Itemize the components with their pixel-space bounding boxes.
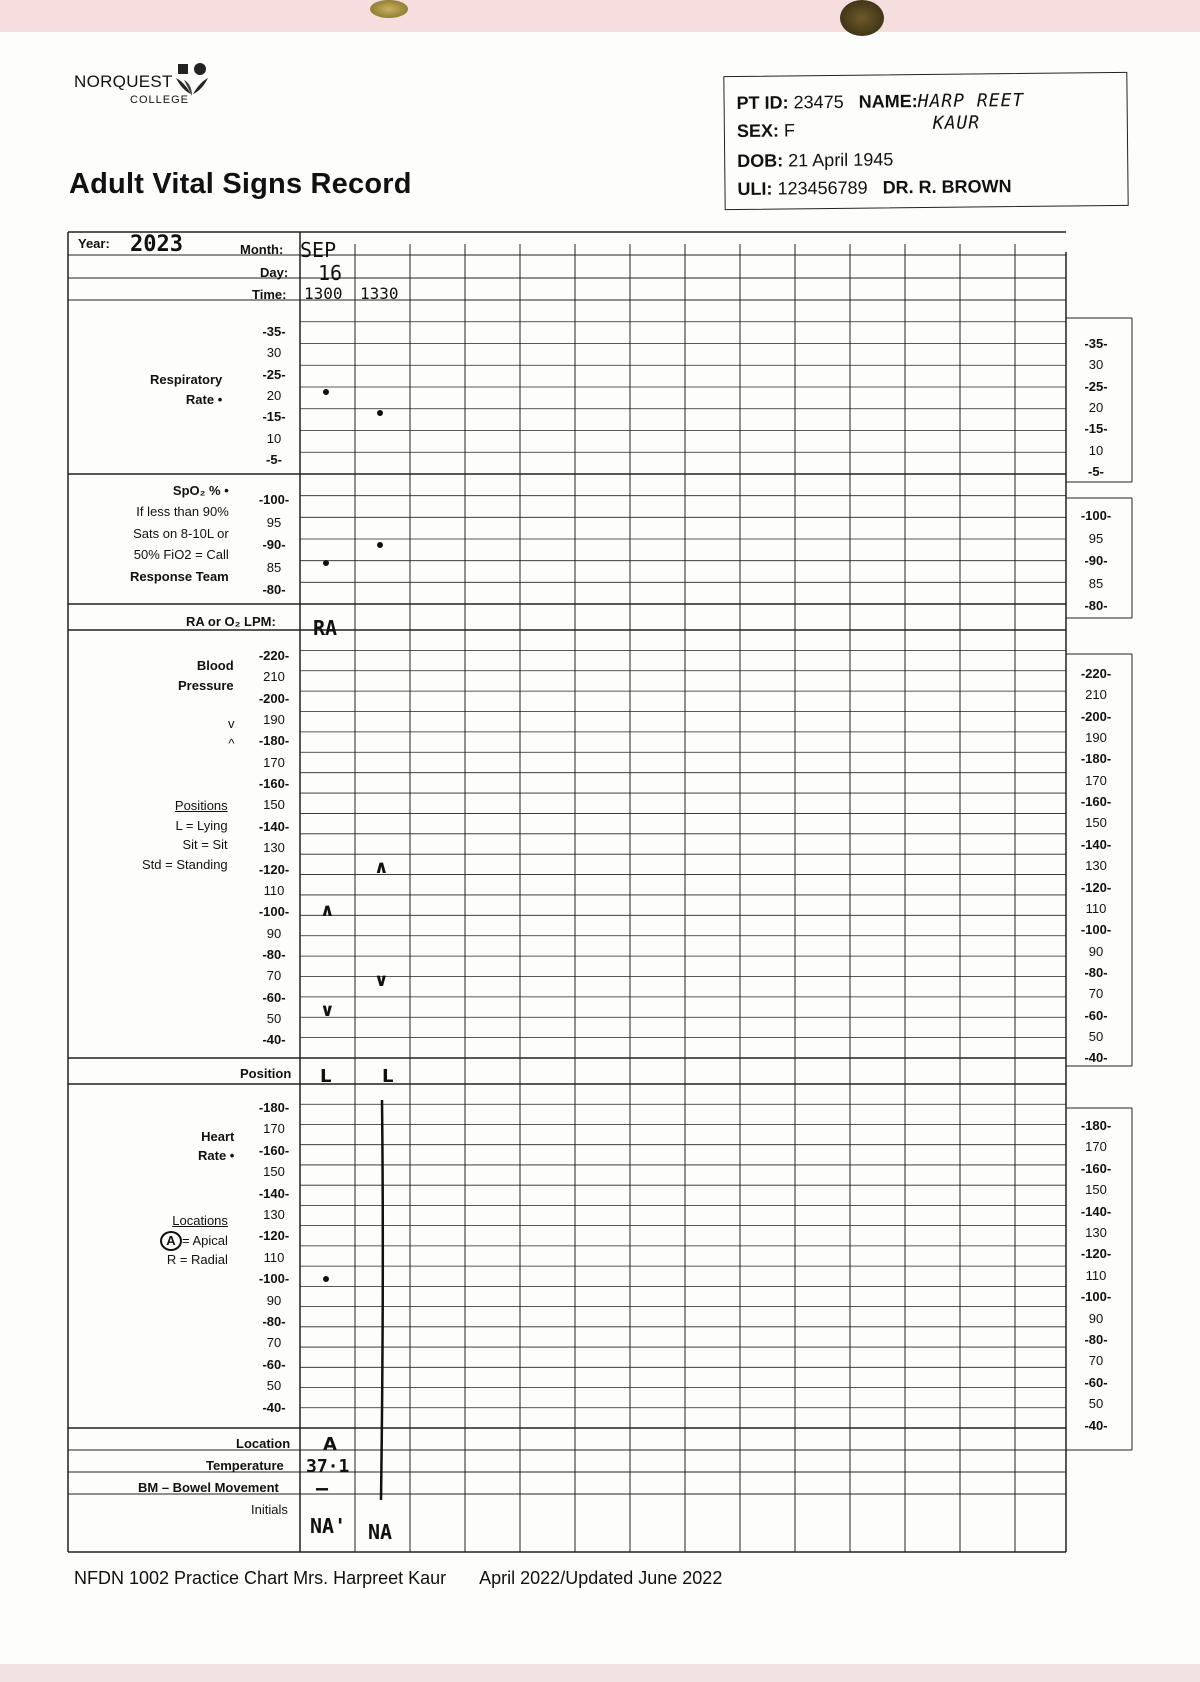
scale-tick-label: 85 (266, 559, 282, 575)
scale-tick-label: -120- (258, 861, 290, 877)
temperature-label: Temperature (206, 1458, 284, 1473)
scale-tick-label: -15- (1084, 421, 1108, 437)
month-value: SEP (300, 238, 337, 262)
scale-tick-label: -40- (1084, 1050, 1108, 1066)
scale-tick-label: 170 (1085, 772, 1107, 788)
year-value: 2023 (130, 232, 183, 257)
scale-tick-label: 150 (263, 1164, 285, 1180)
scale-tick-label: 70 (1088, 986, 1104, 1002)
spo2-label-line3: Sats on 8-10L or (133, 525, 229, 541)
scale-tick-label: -35- (262, 324, 286, 339)
year-label: Year: (78, 236, 110, 251)
spo2-reading-dot (377, 542, 383, 548)
bp-diastolic-symbol: v (228, 716, 235, 731)
month-label: Month: (240, 242, 284, 257)
scale-tick-label: -40- (262, 1032, 286, 1048)
scale-tick-label: 130 (263, 1207, 285, 1222)
scale-tick-label: -90- (262, 537, 286, 552)
resp-label (150, 370, 222, 409)
scale-tick-label: 150 (1085, 815, 1107, 831)
scale-tick-label: -25- (1084, 378, 1108, 394)
scale-tick-label: 70 (266, 968, 282, 984)
pt-id-value: 23475 (793, 91, 844, 113)
scale-tick-label: 90 (266, 1292, 282, 1308)
scale-tick-label: -180- (1080, 1118, 1112, 1133)
oxygen-label: RA or O₂ LPM: (186, 614, 276, 629)
bp-label-line1: Blood (196, 658, 234, 673)
position-label: Position (240, 1066, 292, 1081)
scale-tick-label: -220- (258, 648, 290, 663)
scale-tick-label: 30 (266, 345, 282, 361)
heart-label (198, 1128, 234, 1166)
bp-label-line2: Pressure (178, 677, 234, 693)
scale-tick-label: 110 (263, 882, 285, 898)
footer-right: April 2022/Updated June 2022 (479, 1568, 723, 1588)
scale-tick-label: -200- (1080, 708, 1112, 724)
bp-diastolic-mark: ∨ (320, 1000, 335, 1022)
scale-tick-label: -100- (1080, 1289, 1112, 1305)
bp-systolic-mark: ∧ (320, 900, 335, 921)
scale-tick-label: 190 (263, 712, 285, 728)
positions-heading: Positions (174, 798, 228, 813)
scale-tick-label: -60- (262, 1356, 286, 1372)
spo2-reading-dot (323, 560, 329, 566)
resp-label-line2: Rate • (185, 391, 223, 407)
initials-entry-1: NA' (310, 1514, 347, 1538)
scale-tick-label: -140- (258, 1185, 290, 1201)
scale-tick-label: 70 (266, 1335, 282, 1351)
scale-tick-label: 130 (1085, 1225, 1107, 1240)
scale-tick-label: -60- (1084, 1374, 1108, 1390)
scale-tick-label: -35- (1084, 336, 1108, 351)
scale-tick-label: -180- (1080, 751, 1112, 767)
scale-tick-label: -160- (258, 1142, 290, 1158)
scale-tick-label: 190 (1085, 730, 1107, 746)
scale-tick-label: -120- (1080, 879, 1112, 895)
page-title: Adult Vital Signs Record (69, 168, 412, 200)
scale-tick-label: -80- (262, 1314, 286, 1329)
scale-tick-label: -160- (1080, 794, 1112, 810)
scale-tick-label: -60- (262, 989, 286, 1005)
scale-tick-label: 20 (266, 387, 282, 403)
position-entry-1: L (320, 1066, 332, 1087)
positions-sit: Sit = Sit (182, 837, 228, 852)
scale-tick-label: -80- (1084, 598, 1108, 613)
locations-apical: = Apical (182, 1232, 228, 1248)
position-entry-2: L (382, 1066, 394, 1087)
pt-dob-value: 21 April 1945 (788, 149, 894, 171)
positions-standing: Std = Standing (142, 856, 228, 872)
scale-tick-label: -100- (258, 904, 290, 920)
footer-left: NFDN 1002 Practice Chart Mrs. Harpreet Kaur (74, 1568, 447, 1588)
scale-tick-label: 95 (1088, 530, 1104, 546)
scale-tick-label: 90 (1088, 943, 1104, 959)
pt-doctor: DR. R. BROWN (882, 176, 1012, 198)
scale-tick-label: 110 (263, 1249, 285, 1265)
scale-tick-label: 150 (263, 797, 285, 813)
scale-tick-label: -140- (1080, 1203, 1112, 1219)
scale-tick-label: -140- (258, 818, 290, 834)
locations-radial: R = Radial (166, 1251, 228, 1267)
scale-tick-label: 130 (1085, 858, 1107, 874)
scale-tick-label: -80- (262, 946, 286, 962)
pt-sex-value: F (783, 120, 796, 141)
scale-tick-label: 170 (263, 754, 285, 770)
pt-id-label: PT ID: (736, 92, 789, 113)
scale-tick-label: -25- (262, 366, 286, 382)
scale-tick-label: -120- (258, 1228, 290, 1244)
handdrawn-vertical-line (381, 1100, 383, 1500)
scale-tick-label: 110 (1085, 900, 1107, 916)
scale-tick-label: -80- (1084, 1332, 1108, 1347)
spo2-label-line5: Response Team (130, 568, 229, 584)
scale-tick-label: 50 (266, 1010, 282, 1026)
scale-tick-label: -90- (1084, 553, 1108, 568)
scale-tick-label: 85 (1088, 575, 1104, 591)
pt-uli-value: 123456789 (777, 177, 868, 199)
bp-systolic-mark: ∧ (374, 857, 389, 879)
scale-tick-label: 90 (266, 925, 282, 941)
scale-tick-label: 170 (263, 1121, 285, 1137)
apical-circled: A (160, 1231, 182, 1251)
positions-lying: L = Lying (175, 817, 228, 833)
scale-tick-label: -60- (1084, 1007, 1108, 1023)
scale-tick-label: 150 (1085, 1182, 1107, 1198)
pt-name-first: HARP REET (917, 89, 1025, 113)
scale-tick-label: -140- (1080, 836, 1112, 852)
scale-tick-label: -40- (262, 1399, 286, 1415)
bp-positions (142, 796, 228, 874)
day-label: Day: (260, 265, 289, 280)
scale-tick-label: 70 (1088, 1353, 1104, 1369)
scale-tick-label: 30 (1088, 357, 1104, 373)
scale-tick-label: -5- (1088, 463, 1104, 479)
time-label: Time: (252, 287, 287, 302)
scale-tick-label: 50 (1088, 1396, 1104, 1412)
scale-tick-label: -80- (1084, 964, 1108, 980)
scale-tick-label: 130 (263, 840, 285, 856)
scale-tick-label: -200- (258, 690, 290, 706)
heart-locations (160, 1212, 228, 1270)
location-label: Location (236, 1436, 291, 1451)
scale-tick-label: -180- (258, 733, 290, 749)
scale-tick-label: 210 (263, 669, 285, 685)
locations-heading: Locations (172, 1213, 228, 1228)
scale-tick-label: -160- (258, 776, 290, 792)
scale-tick-label: -160- (1080, 1160, 1112, 1176)
scale-tick-label: -5- (266, 451, 282, 467)
bp-diastolic-mark: ∨ (374, 970, 389, 992)
pt-name-last: KAUR (932, 112, 981, 134)
scale-tick-label: -15- (262, 409, 286, 425)
location-entry: A (323, 1434, 337, 1455)
bm-entry: — (316, 1476, 329, 1500)
heart-label-line1: Heart (201, 1129, 235, 1144)
scale-tick-label: 90 (1088, 1310, 1104, 1326)
scale-tick-label: 110 (1085, 1267, 1107, 1283)
initials-label: Initials (251, 1502, 288, 1517)
spo2-label (130, 480, 229, 587)
bm-label: BM – Bowel Movement (138, 1480, 279, 1495)
pt-name-label: NAME: (858, 91, 918, 112)
scale-tick-label: 210 (1085, 687, 1107, 703)
scale-tick-label: 10 (266, 430, 282, 446)
scale-tick-label: 170 (1085, 1139, 1107, 1155)
scale-tick-label: -120- (1080, 1246, 1112, 1262)
bp-systolic-symbol: ^ (228, 736, 235, 752)
oxygen-entry: RA (313, 616, 338, 640)
time-value-2: 1330 (360, 284, 399, 303)
scale-tick-label: -100- (258, 1271, 290, 1287)
pt-sex-label: SEX: (736, 120, 780, 141)
scale-tick-label: 95 (266, 514, 282, 530)
pt-uli-label: ULI: (737, 178, 773, 199)
scale-tick-label: -100- (1080, 922, 1112, 938)
bp-arrows (228, 714, 235, 754)
spo2-label-line1: SpO₂ % • (172, 483, 229, 498)
logo-sub: COLLEGE (130, 94, 189, 106)
resp-reading-dot (323, 389, 329, 395)
scale-tick-label: -80- (262, 582, 286, 597)
scale-tick-label: -180- (258, 1100, 290, 1115)
resp-label-line1: Respiratory (150, 372, 223, 387)
pt-dob-label: DOB: (737, 150, 784, 171)
scale-tick-label: -220- (1080, 666, 1112, 681)
temperature-entry: 37·1 (306, 1456, 350, 1477)
scale-tick-label: 20 (1088, 399, 1104, 415)
scale-tick-label: -100- (258, 492, 290, 507)
scale-tick-label: 10 (1088, 442, 1104, 458)
initials-entry-2: NA (368, 1520, 393, 1544)
scale-tick-label: 50 (266, 1378, 282, 1394)
scale-tick-label: 50 (1088, 1028, 1104, 1044)
spo2-label-line4: 50% FiO2 = Call (133, 547, 229, 563)
spo2-label-line2: If less than 90% (136, 504, 229, 520)
logo-brand: NORQUEST (74, 72, 173, 91)
day-value: 16 (318, 261, 343, 285)
scale-tick-label: -40- (1084, 1417, 1108, 1433)
heart-label-line2: Rate • (198, 1147, 235, 1163)
scale-tick-label: -100- (1080, 508, 1112, 523)
bp-label (178, 656, 234, 695)
time-value-1: 1300 (304, 284, 343, 303)
page-footer (74, 1568, 722, 1589)
